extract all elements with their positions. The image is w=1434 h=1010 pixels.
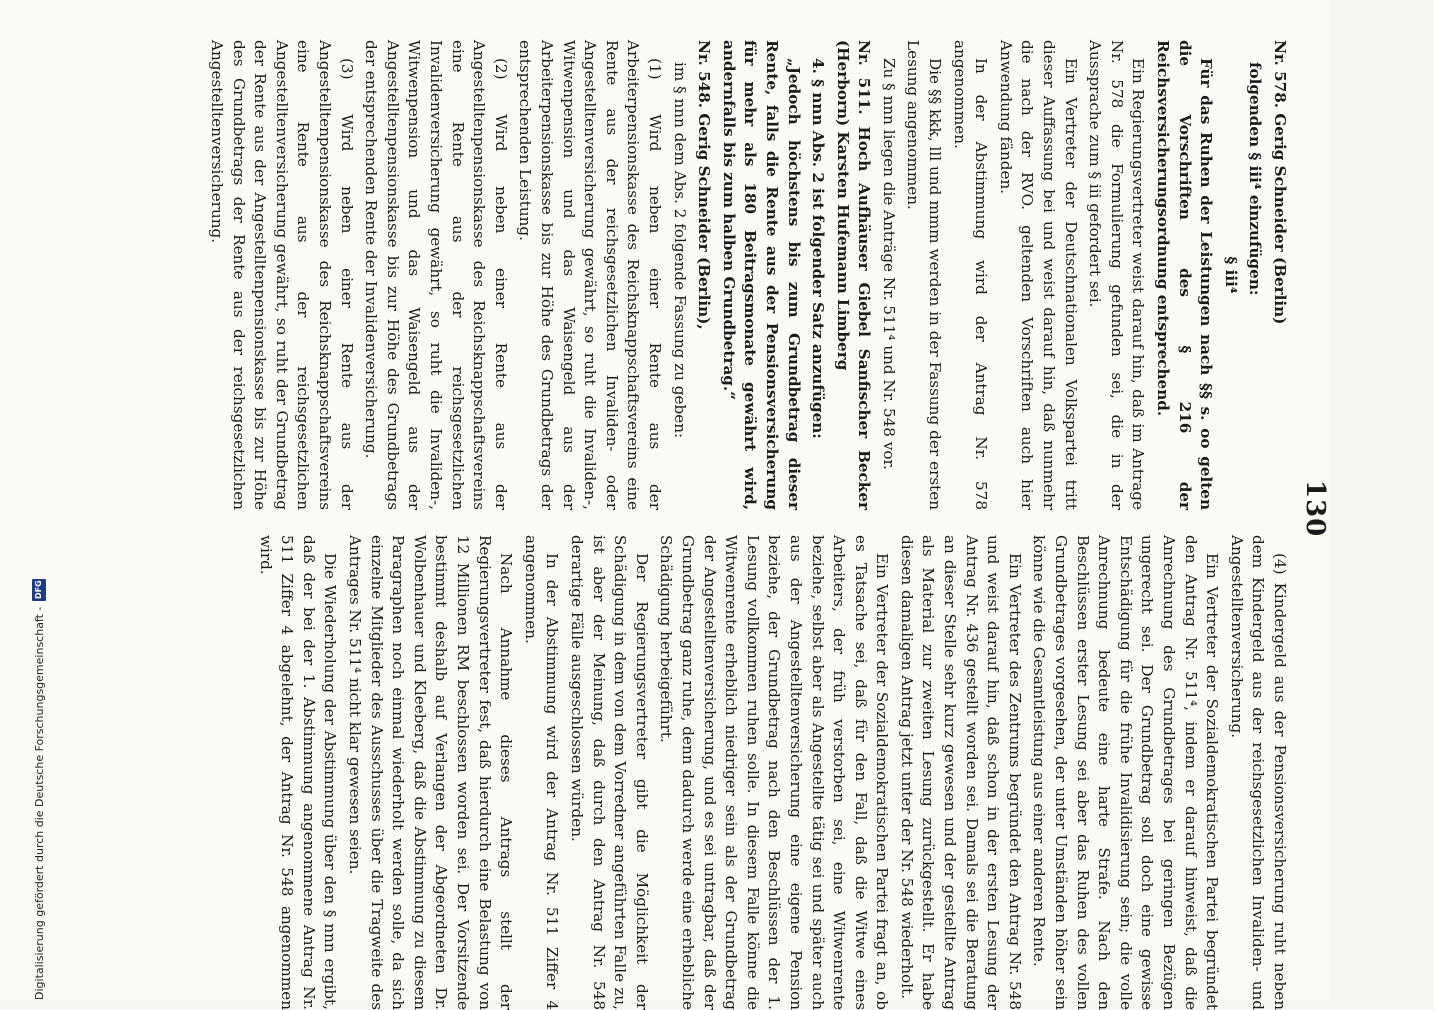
paragraph: Die §§ kkk, lll und mmm werden in der Fassung der ersten Lesung angenommen. [904,40,945,510]
paragraph: Zu § nnn liegen die Anträge Nr. 511⁴ und Nr. 548 vor. [879,58,898,470]
paragraph: (1) Wird neben einer Rente aus der Arbeiterpensionskasse des Reichsknappschaftsvereins eine Rente aus der reichsgesetzlichen Invaliden- oder Angestelltenversicherung gewährt, so ruht die Invaliden-, Witwenpension und das Waisengeld aus der Arbeiterpensionskasse bis zur Höhe des Grundbetrags der entsprechenden Leistung. [516,40,664,510]
paragraph: Die Wiederholung der Abstimmung über den § nnn ergibt, daß der bei der 1. Abstimmung angenommene Antrag Nr. 511 Ziffer 4 abgelehnt, der Antrag Nr. 548 angenommen wird. [256,535,340,1010]
paragraph: Ein Vertreter des Zentrums begründet den Antrag Nr. 548 und weist darauf hin, daß schon in der ersten Lesung der Antrag Nr. 436 gestellt worden sei. Damals sei die Beratung an dieser Stelle sehr kurz gewesen und der gestellte Antrag als Material zur zweiten Lesung zurückgestellt. Er habe diesen damaligen Antrag jetzt unter der Nr. 548 wiederholt. [897,535,1024,1010]
dfg-logo-icon: DFG [32,579,46,601]
section-title: § iii⁴ [1221,256,1240,294]
paragraph: 4. § nnn Abs. 2 ist folgender Satz anzufügen: [809,58,828,439]
paragraph: Nach Annahme dieses Antrags stellt der Regierungsvertreter fest, daß hierdurch eine Belastung von 12 Millionen RM beschlossen worden sei. Der Vorsitzende bestimmt deshalb auf Verlangen der Abgeordneten Dr. Wolbenhauer und Kleeberg, daß die Abstimmung zu diesem Paragraphen noch einmal wiederholt werden solle, da sich einzelne Mitglieder des Ausschusses über die Tragweite des Antrages Nr. 511⁴ nicht klar gewesen seien. [346,535,516,1010]
section-text: Für das Ruhen der Leistungen nach §§ s. oo gelten die Vorschriften des § 216 der Reichsversicherungsordnung entsprechend. [1154,40,1216,510]
paragraph: In der Abstimmung wird der Antrag Nr. 578 angenommen. [950,40,991,510]
paragraph: (2) Wird neben einer Rente aus der Angestelltenpensionskasse des Reichsknappschaftsvereins eine Rente aus der reichsgesetzlichen Invalidenversicherung gewährt, so ruht die Invaliden-, Witwenpension und das Waisengeld aus der Angestelltenpensionskasse bis zur Höhe des Grundbetrags der entsprechenden Rente der Invalidenversicherung. [362,40,510,510]
paragraph: Ein Vertreter der Deutschnationalen Volkspartei tritt dieser Auffassung bei und weist darauf hin, daß nunmehr die nach der RVO. geltenden Vorschriften auch hier Anwendung fänden. [996,40,1080,510]
footer-text: Digitalisierung gefördert durch die Deutsche Forschungsgemeinschaft - [32,606,46,1000]
paragraph: Ein Regierungsvertreter weist darauf hin, daß im Antrage Nr. 578 die Formulierung gefunden sei, die in der Aussprache zum § iii gefordert sei. [1086,40,1148,510]
paragraph: (4) Kindergeld aus der Pensionsversicherung ruht neben dem Kindergeld aus der reichsgesetzlichen Invaliden- und Angestelltenversicherung. [1227,535,1289,1010]
paragraph: Der Regierungsvertreter gibt die Möglichkeit der Schädigung in dem von dem Vorredner angeführten Falle zu, ist aber der Meinung, daß durch den Antrag Nr. 548 derartige Fälle ausgeschlossen würden. [568,535,651,1010]
motion-intro: folgenden § iii⁴ einzufügen: [1246,62,1265,296]
right-column [251,535,1290,1010]
paragraph: In der Abstimmung wird der Antrag Nr. 511 Ziffer 4 angenommen. [521,535,562,1010]
motion-heading: Nr. 548. Gerig Schneider (Berlin), [695,40,714,330]
left-column [203,40,1291,510]
paragraph: Ein Vertreter der Sozialdemokratischen Partei begründet den Antrag Nr. 511⁴, indem er darauf hinweist, daß die Anrechnung des Grundbetrages bei geringen Bezügen ungerecht sei. Der Grundbetrag soll doch eine gewisse Entschädigung für die frühe Invalidisierung sein; die volle Anrechnung bedeute eine harte Strafe. Nach den Beschlüssen erster Lesung sei aber das Ruhen des vollen Grundbetrages vorgesehen, der unter Umständen höher sein könne wie die Gesamtleistung aus einer anderen Rente. [1030,535,1222,1010]
paragraph: Ein Vertreter der Sozialdemokratischen Partei fragt an, ob es Tatsache sei, daß für den Fall, daß die Witwe eines Arbeiters, der früh verstorben sei, eine Witwenrente beziehe, selbst aber als Angestellte tätig sei und später auch aus der Angestelltenversicherung eine eigene Pension beziehe, der Grundbetrag nach den Beschlüssen der 1. Lesung vollkommen ruhen solle. In diesem Falle könne die Witwenrente erheblich niedriger sein als der Grundbetrag der Angestelltenversicherung, und es sei untragbar, daß der Grundbetrag ganz ruhe, denn dadurch werde eine erhebliche Schädigung herbeigeführt. [657,535,892,1010]
motion-heading: Nr. 578. Gerig Schneider (Berlin) [1271,40,1289,325]
motion-heading: Nr. 511. Hoch Aufhäuser Giebel Sanfischer Becker (Herborn) Karsten Hufemann Limberg [833,40,874,510]
page-number: 130 [1300,480,1330,538]
footer-credit [26,0,52,1000]
paragraph: (3) Wird neben einer Rente aus der Angestelltenpensionskasse des Reichsknappschaftsvereins eine Rente aus der reichsgesetzlichen Angestelltenversicherung gewährt, so ruht der Grundbetrag der Rente aus der Angestelltenpensionskasse bis zur Höhe des Grundbetrags der Rente aus der reichsgesetzlichen Angestelltenversicherung. [208,40,356,510]
quoted-text: „Jedoch höchstens bis zum Grundbetrag dieser Rente, falls die Rente aus der Pensionsversicherung für mehr als 180 Beitragsmonate gewährt wird, andernfalls bis zum halben Grundbetrag.“ [719,40,803,510]
paragraph: im § nnn dem Abs. 2 folgende Fassung zu geben: [670,62,689,439]
